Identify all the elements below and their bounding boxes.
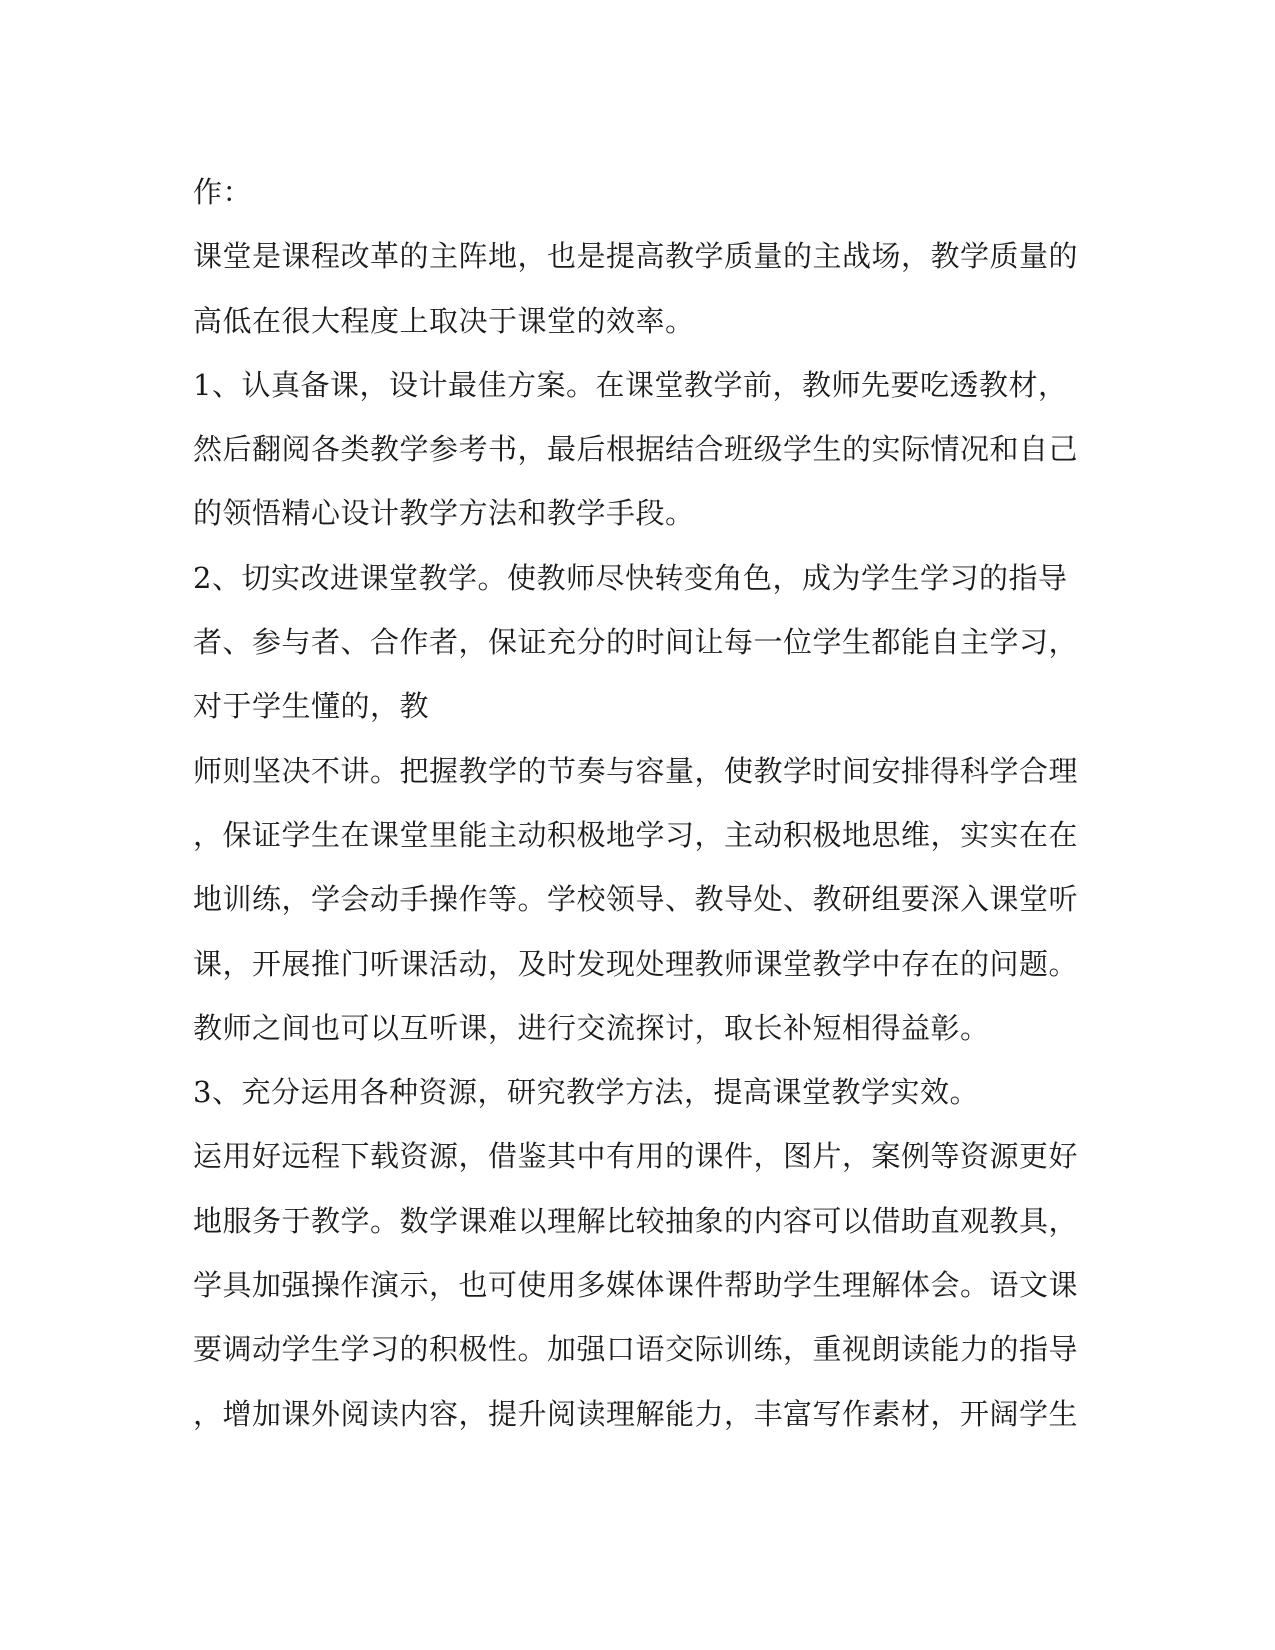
text-line: 要调动学生学习的积极性。加强口语交际训练，重视朗读能力的指导 — [193, 1332, 1079, 1367]
document-body — [193, 160, 1079, 1446]
text-line: 2、切实改进课堂教学。使教师尽快转变角色，成为学生学习的指导 — [193, 560, 1068, 595]
text-line: 然后翻阅各类教学参考书，最后根据结合班级学生的实际情况和自己 — [193, 432, 1079, 467]
text-line: 地服务于教学。数学课难以理解比较抽象的内容可以借助直观教具， — [193, 1203, 1079, 1238]
text-line: 学具加强操作演示，也可使用多媒体课件帮助学生理解体会。语文课 — [193, 1268, 1079, 1303]
text-line: 课，开展推门听课活动，及时发现处理教师课堂教学中存在的问题。 — [193, 946, 1079, 981]
text-line: 教师之间也可以互听课，进行交流探讨，取长补短相得益彰。 — [193, 1010, 990, 1045]
text-line: 对于学生懂的，教 — [193, 689, 430, 724]
text-line: ，保证学生在课堂里能主动积极地学习，主动积极地思维，实实在在 — [193, 817, 1079, 852]
text-line: 高低在很大程度上取决于课堂的效率。 — [193, 303, 695, 338]
text-line: 地训练，学会动手操作等。学校领导、教导处、教研组要深入课堂听 — [193, 882, 1079, 917]
text-line: 3、充分运用各种资源，研究教学方法，提高课堂教学实效。 — [193, 1075, 979, 1110]
text-line: 课堂是课程改革的主阵地，也是提高教学质量的主战场，教学质量的 — [193, 239, 1079, 274]
text-line: 的领悟精心设计教学方法和教学手段。 — [193, 496, 695, 531]
text-line: 者、参与者、合作者，保证充分的时间让每一位学生都能自主学习， — [193, 625, 1079, 660]
text-line: 作： — [193, 175, 253, 209]
text-line: 师则坚决不讲。把握教学的节奏与容量，使教学时间安排得科学合理 — [193, 753, 1079, 788]
text-line: 1、认真备课，设计最佳方案。在课堂教学前，教师先要吃透教材， — [193, 367, 1068, 402]
text-line: 运用好远程下载资源，借鉴其中有用的课件，图片，案例等资源更好 — [193, 1139, 1079, 1174]
text-line: ，增加课外阅读内容，提升阅读理解能力，丰富写作素材，开阔学生 — [193, 1396, 1079, 1431]
